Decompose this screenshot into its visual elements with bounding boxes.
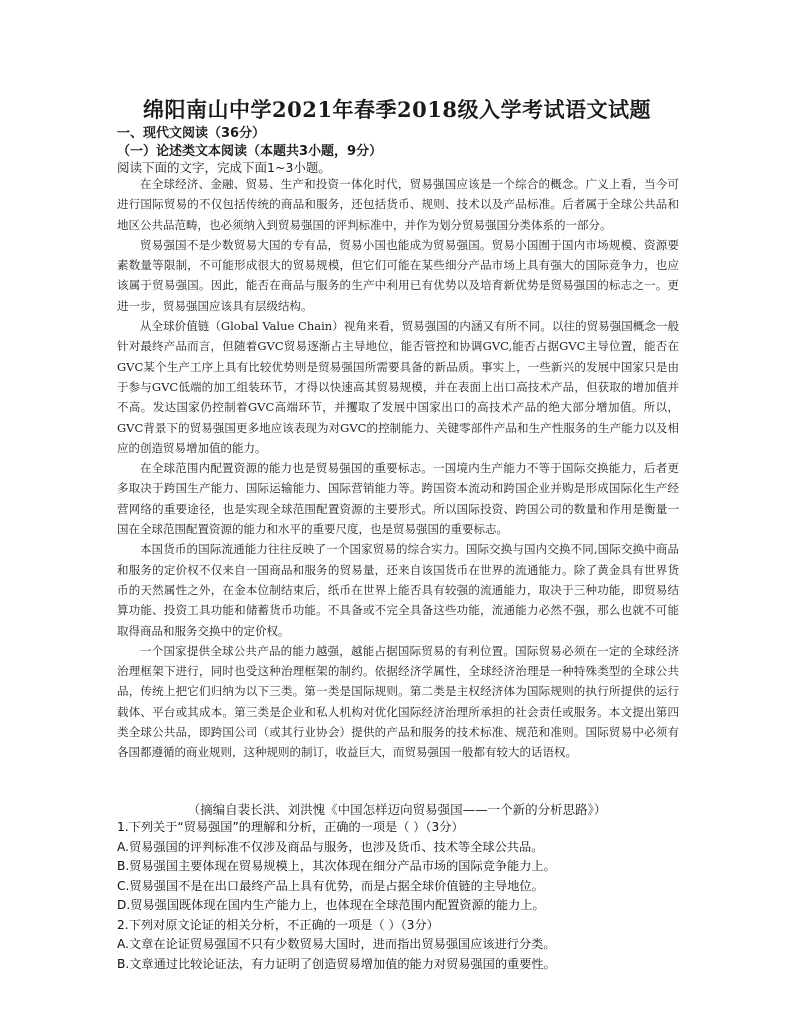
instruction-text: 阅读下面的文字，完成下面1~3小题。: [117, 160, 331, 175]
passage-paragraph: 在全球范围内配置资源的能力也是贸易强国的重要标志。一国境内生产能力不等于国际交换能力，后者更多取决于跨国生产能力、国际运输能力、国际营销能力等。跨国资本流动和跨国企业并购是形成国际化生产经营网络的重要途径，也是实现全球范围配置资源的主要形式。所以国际投资、跨国公司的数量和作用是衡量一国在全球范围配置资源的能力和水平的重要尺度，也是贸易强国的重要标志。: [117, 461, 679, 537]
question-stem: 1.下列关于“贸易强国”的理解和分析，正确的一项是（ ）（3分）: [117, 820, 464, 834]
question-stem: 2.下列对原文论证的相关分析，不正确的一项是（ ）（3分）: [117, 917, 439, 932]
question-option: C.贸易强国不是在出口最终产品上具有优势，而是占据全球价值链的主导地位。: [117, 878, 544, 893]
passage-paragraph: 在全球经济、金融、贸易、生产和投资一体化时代，贸易强国应该是一个综合的概念。广义上看，当今可进行国际贸易的不仅包括传统的商品和服务，还包括货币、规则、技术以及产品标准。后者属于全球公共品和地区公共品范畴，也必须纳入到贸易强国的评判标准中，并作为划分贸易强国分类体系的一部分。: [117, 177, 679, 232]
question-option: A.贸易强国的评判标准不仅涉及商品与服务，也涉及货币、技术等全球公共品。: [117, 839, 544, 854]
passage-source: （摘编自裴长洪、刘洪愧《中国怎样迈向贸易强国——一个新的分析思路》）: [187, 802, 607, 817]
passage-paragraph: 从全球价值链（Global Value Chain）视角来看，贸易强国的内涵又有所不同。以往的贸易强国概念一般针对最终产品而言，但随着GVC贸易逐渐占主导地位，能否管控和协调GVC,能否占据GVC主导位置，能否在GVC某个生产工序上具有比较优势则是贸易强国所需要具备的新品质。事实上，一些新兴的发展中国家只是由于参与GVC低端的加工组装环节，才得以快速高其贸易规模，并在表面上出口高技术产品，但获取的增加值并不高。发达国家仍控制着GVC高端环节，并攫取了发展中国家出口的高技术产品的绝大部分增加值。所以，GVC背景下的贸易强国更多地应该表现为对GVC的控制能力、关键零部件产品和生产性服务的生产能力以及相应的创造贸易增加值的能力。: [117, 319, 679, 455]
section-heading: 一、现代文阅读（36分）: [117, 126, 266, 141]
question-list: [117, 818, 697, 974]
question-option: D.贸易强国既体现在国内生产能力上，也体现在全球范围内配置资源的能力上。: [117, 898, 545, 912]
subsection-heading: （一）论述类文本阅读（本题共3小题，9分）: [117, 144, 383, 159]
passage-paragraph: 贸易强国不是少数贸易大国的专有品，贸易小国也能成为贸易强国。贸易小国囿于国内市场规模、资源要素数量等限制，不可能形成很大的贸易规模，但它们可能在某些细分产品市场上具有强大的国际竞争力，也应该属于贸易强国。因此，能否在商品与服务的生产中利用已有优势以及培育新优势是贸易强国的标志之一。更进一步，贸易强国应该具有层级结构。: [117, 237, 679, 313]
page-title: 绵阳南山中学2021年春季2018级入学考试语文试题: [143, 97, 651, 122]
reading-passage: [117, 174, 679, 763]
question-option: A.文章在论证贸易强国不只有少数贸易大国时，进而指出贸易强国应该进行分类。: [117, 937, 556, 951]
passage-paragraph: 本国货币的国际流通能力往往反映了一个国家贸易的综合实力。国际交换与国内交换不同,国际交换中商品和服务的定价权不仅来自一国商品和服务的贸易量，还来自该国货币在世界的流通能力。除了黄金具有世界货币的天然属性之外，在金本位制结束后，纸币在世界上能否具有较强的流通能力，取决于三种功能，即贸易结算功能、投资工具功能和储蓄货币功能。不具备或不完全具备这些功能，流通能力必然不强，那么也就不可能取得商品和服务交换中的定价权。: [117, 542, 679, 638]
question-option: B.文章通过比较论证法，有力证明了创造贸易增加值的能力对贸易强国的重要性。: [117, 956, 556, 971]
passage-paragraph: 一个国家提供全球公共产品的能力越强，越能占据国际贸易的有利位置。国际贸易必须在一定的全球经济治理框架下进行，同时也受这种治理框架的制约。依据经济学属性，全球经济治理是一种特殊类型的全球公共品，传统上把它们归纳为以下三类。第一类是国际规则。第二类是主权经济体为国际规则的执行所提供的运行载体、平台或其成本。第三类是企业和私人机构对优化国际经济治理所承担的社会责任或服务。本文提出第四类全球公共品，即跨国公司（或其行业协会）提供的产品和服务的技术标准、规范和准则。国际贸易中必须有各国都遵循的商业规则，这种规则的制订，收益巨大，而贸易强国一般都有较大的话语权。: [117, 643, 679, 760]
question-option: B.贸易强国主要体现在贸易规模上，其次体现在细分产品市场的国际竞争能力上。: [117, 859, 556, 873]
